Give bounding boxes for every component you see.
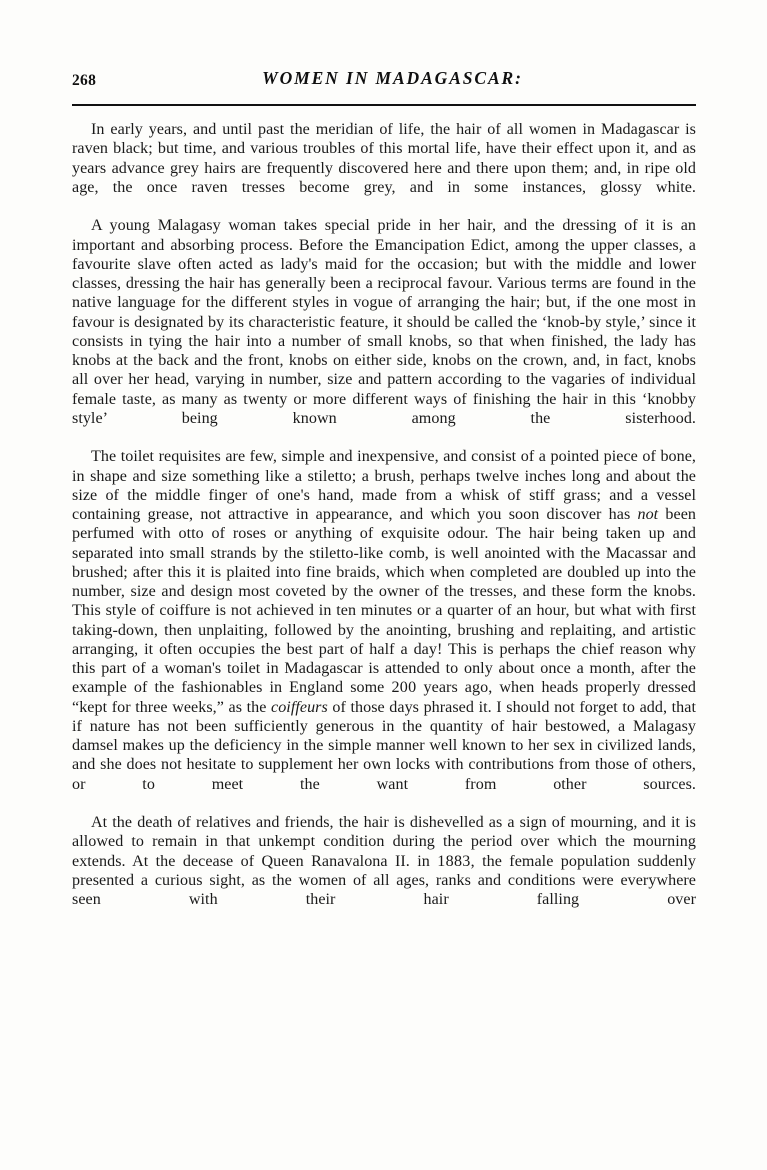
text-run-roman: At the death of relatives and friends, the hair is dishevelled as a sign of mourning, and it is allowed to remain in that unkempt condition during the period over which the mourning extends. At the decease of Queen Ranavalona II. in [72, 814, 696, 870]
text-run-roman: , the female population suddenly presented a curious sight, as the women of all ages, ranks and conditions were everywhere seen with their hair falling over [72, 852, 696, 908]
paragraph [72, 813, 696, 929]
paragraph: In early years, and until past the meridian of life, the hair of all women in Madagascar is raven black; but time, and various troubles of this mortal life, have their effect upon it, and as years advance grey hairs are frequently discovered here and there upon them; and, in ripe old age, the once raven tresses become grey, and in some instances, glossy white. [72, 121, 696, 196]
body-text-block [72, 120, 696, 929]
text-run-oldstyle: 200 [391, 679, 417, 697]
text-run-roman: years ago, when heads properly dressed “kept for three weeks,” as the [72, 679, 697, 716]
paragraph [72, 447, 696, 813]
text-run-oldstyle: 1883 [437, 852, 471, 870]
text-run-italic: coiffeurs [271, 698, 328, 716]
running-title: WOMEN IN MADAGASCAR: [262, 68, 523, 88]
text-run-roman: been perfumed with otto of roses or anything of exquisite odour. The hair being taken up and separated into small strands by the stiletto-like comb, is well anointed with the Macassar and brushed; after this it is plaited into fine braids, which when completed are doubled up into the number, size and design most coveted by the owner of the tresses, and these form the knobs. This style of coiffure is not achieved in ten minutes or a quarter of an hour, but what with first taking-down, then unplaiting, followed by the anointing, brushing and replaiting, and artistic arranging, it often occupies the best part of half a day! This is perhaps the chief reason why this part of a woman's toilet in Madagascar is attended to only about once a month, after the example of the fashionables in England some [72, 506, 696, 697]
running-head [72, 68, 695, 96]
paragraph [72, 216, 696, 447]
page-number: 268 [72, 72, 97, 89]
text-run-roman: of those days phrased it. I should not forget to add, that if nature has not been sufficiently generous in the quantity of hair bestowed, a Malagasy damsel makes up the deficiency in the simple manner well known to her sex in civilized lands, and she does not hesitate to supplement her own locks with contributions from those of others, or to meet the want from other sources. [72, 698, 696, 793]
text-run-roman: The toilet requisites are few, simple and inexpensive, and consist of a pointed piece of bone, in shape and size something like a stiletto; a brush, perhaps twelve inches long and about the size of the middle finger of one's hand, made from a whisk of stiff grass; and a vessel containing grease, not attractive in appearance, and which you soon discover has [72, 448, 696, 523]
text-run-roman: A young Malagasy woman takes special pride in her hair, and the dressing of it is an important and absorbing process. Before the Emancipation Edict, among the upper classes, a favourite slave often acted as lady's maid for the occasion; but with the middle and lower classes, dressing the hair has generally been a reciprocal favour. Various terms are found in the native language for the different styles in vogue of arranging the hair; but, if the one most in favour is designated by its characteristic feature, it should be called the ‘knob-by style,’ since it consists in tying the hair into a number of small knobs, so that when finished, the lady has knobs at the back and the front, knobs on either side, knobs on the crown, and, in fact, knobs all over her head, varying in number, size and pattern according to the vagaries of individual female taste, as many as twenty or more different ways of finishing the hair in this ‘knobby style’ being known among the sisterhood. [72, 217, 696, 427]
header-rule [72, 104, 696, 106]
text-run-italic: not [637, 506, 659, 523]
